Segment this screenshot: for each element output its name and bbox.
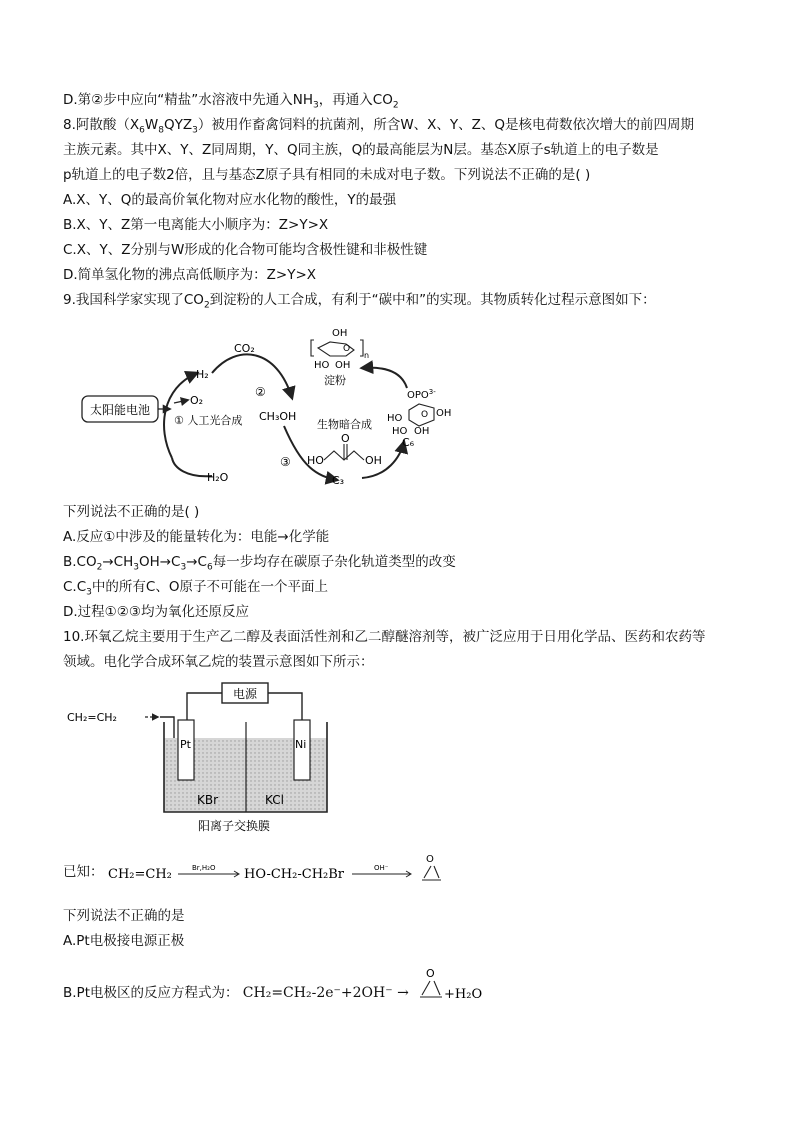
epoxide-o-1: O <box>426 854 434 865</box>
starch-ho: HO <box>314 360 330 371</box>
starch-n: n <box>364 351 370 360</box>
step1-label: ① 人工光合成 <box>174 414 243 427</box>
step3-arc <box>284 426 337 480</box>
q10-option-b: B.Pt电极区的反应方程式为： CH₂=CH₂-2e⁻+2OH⁻ → <box>63 985 409 1001</box>
power-source-label: 电源 <box>232 687 258 701</box>
c6-label: C₆ <box>402 436 415 449</box>
c3-oh: OH <box>365 454 382 467</box>
kcl-label: KCl <box>265 793 284 807</box>
c3-ho: HO <box>307 454 324 467</box>
h2-label: H₂ <box>196 368 209 381</box>
c6-opo: $OPO^{3-}$ <box>407 388 436 401</box>
starch-bracket-left <box>311 340 314 356</box>
known-mid: HO-CH₂-CH₂Br <box>244 867 345 882</box>
step2-arc <box>212 354 292 398</box>
ethylene-label: CH₂=CH₂ <box>67 711 117 724</box>
wire-right <box>268 693 302 720</box>
c3-label: C₃ <box>332 474 345 487</box>
starch-label: 淀粉 <box>324 374 346 387</box>
q8-option-b: B.X、Y、Z第一电离能大小顺序为：Z>Y>X <box>63 217 329 233</box>
c6-ring-o: O <box>421 410 429 420</box>
option-b-epoxide <box>416 964 486 1004</box>
kbr-label: KBr <box>197 793 219 807</box>
q9-option-a: A.反应①中涉及的能量转化为：电能→化学能 <box>63 529 330 545</box>
c6-ho: HO <box>387 413 403 424</box>
cycle1-arc-down <box>172 458 212 476</box>
q8-stem-line1: 8.阿散酸$(X_6W_8QYZ_3)$被用作畜禽饲料的抗菌剂，所含W、X、Y、Z、Q是核电荷数依次增大的前四周期 <box>63 117 695 136</box>
q9-ask: 下列说法不正确的是( ) <box>63 504 200 520</box>
q9-option-d: D.过程①②③均为氧化还原反应 <box>63 604 249 620</box>
known-cond2: OH⁻ <box>374 864 389 872</box>
o2-label: O₂ <box>190 394 204 407</box>
q10-apparatus <box>62 680 362 835</box>
epoxide-ring-1 <box>422 866 441 880</box>
q10-stem-line2: 领域。电化学合成环氧乙烷的装置示意图如下所示： <box>63 654 374 670</box>
option-b-post: +H₂O <box>444 987 483 1002</box>
step3-label: ③ <box>280 455 291 469</box>
known-label: 已知： <box>63 864 104 880</box>
c6-ho-bottom: HO <box>392 426 408 437</box>
q8-stem-line3: p轨道上的电子数2倍，且与基态Z原子具有相同的未成对电子数。下列说法不正确的是( ) <box>63 167 591 183</box>
ni-label: Ni <box>295 738 307 751</box>
q10-stem-line1: 10.环氧乙烷主要用于生产乙二醇及表面活性剂和乙二醇醚溶剂等，被广泛应用于日用化学品、医药和农药等 <box>63 629 706 645</box>
option-b-equation: CH₂=CH₂-2e⁻+2OH⁻ → <box>242 985 409 1001</box>
c3-carbonyl-o: O <box>341 432 350 445</box>
starch-ring-o: O <box>343 344 351 354</box>
solar-cell-label: 太阳能电池 <box>89 403 151 417</box>
epoxide-o-2: O <box>426 967 435 980</box>
known-reactant: CH₂=CH₂ <box>108 867 172 882</box>
co2-label: CO₂ <box>234 342 255 355</box>
q9-option-b: $B.CO_2\to CH_3OH\to C_3\to C_6$每一步均存在碳原子杂化轨道类型的改变 <box>63 554 456 573</box>
q9-stem: 9.我国科学家实现了$CO_2$到淀粉的人工合成，有利于“碳中和”的实现。其物质转化过程示意图如下： <box>63 292 656 311</box>
c6-oh-bottom: OH <box>414 426 430 437</box>
q10-known-line <box>63 862 104 882</box>
q10-ask: 下列说法不正确的是 <box>63 908 185 924</box>
c6-oh-right: OH <box>436 408 452 419</box>
h2o-label: H₂O <box>207 471 229 484</box>
q8-stem-line2: 主族元素。其中X、Y、Z同周期，Y、Q同主族，Q的最高能层为N层。基态X原子s轨道上的电子数是 <box>63 142 659 158</box>
pt-label: Pt <box>180 738 191 751</box>
starch-bracket-right <box>360 340 363 356</box>
q8-option-d: D.简单氢化物的沸点高低顺序为：Z>Y>X <box>63 267 317 283</box>
starch-oh-bottom: OH <box>335 360 351 371</box>
q8-option-c: C.X、Y、Z分别与W形成的化合物可能均含极性键和非极性键 <box>63 242 428 258</box>
ch3oh-label: CH₃OH <box>259 410 297 423</box>
known-cond1: Br,H₂O <box>192 864 216 872</box>
q8-option-a: A.X、Y、Q的最高价氧化物对应水化物的酸性，Y的最强 <box>63 192 397 208</box>
c6-to-starch-arrow <box>362 368 407 388</box>
bio-synthesis-label: 生物暗合成 <box>317 418 372 431</box>
q10-option-a: A.Pt电极接电源正极 <box>63 933 185 949</box>
q10-known-equation <box>106 852 446 892</box>
q9-option-c: $C.C_3$中的所有C、O原子不可能在一个平面上 <box>63 579 328 598</box>
q9-diagram <box>62 318 482 498</box>
membrane-label: 阳离子交换膜 <box>198 819 271 833</box>
q7-option-d: D.第②步中应向“精盐”水溶液中先通入$NH_3$，再通入$CO_2$ <box>63 92 399 111</box>
o2-arrow <box>174 400 188 403</box>
step2-label: ② <box>255 385 266 399</box>
epoxide-ring-2 <box>420 981 442 997</box>
wire-left <box>187 693 222 720</box>
starch-oh-top: OH <box>332 328 348 339</box>
